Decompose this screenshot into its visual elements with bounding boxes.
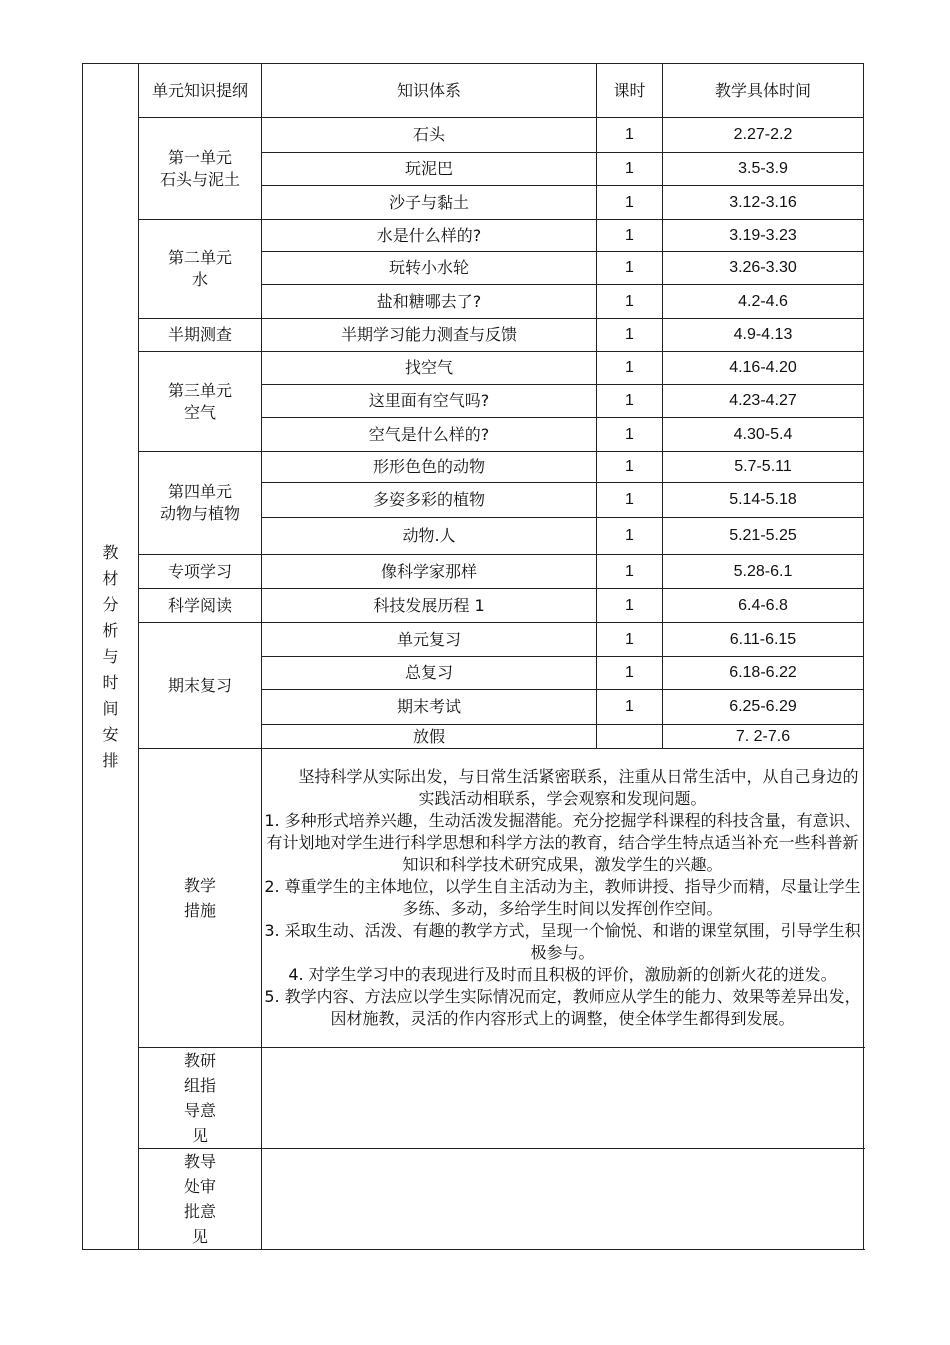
section-label-materials-schedule bbox=[83, 64, 139, 1250]
lesson-time: 3.26-3.30 bbox=[663, 252, 864, 285]
lesson-time: 4.9-4.13 bbox=[663, 319, 864, 352]
lesson-hours: 1 bbox=[597, 352, 663, 385]
lesson-time: 3.19-3.23 bbox=[663, 220, 864, 252]
lesson-hours bbox=[597, 725, 663, 749]
header-time: 教学具体时间 bbox=[663, 64, 864, 118]
table-body bbox=[83, 64, 864, 1250]
office-opinion-label bbox=[139, 1149, 262, 1250]
table-row bbox=[83, 220, 864, 252]
lesson-hours: 1 bbox=[597, 252, 663, 285]
research-opinion-field[interactable] bbox=[262, 1048, 864, 1149]
unit-name: 第三单元 空气 bbox=[139, 352, 262, 452]
lesson-topic: 沙子与黏土 bbox=[262, 186, 597, 220]
header-outline: 单元知识提纲 bbox=[139, 64, 262, 118]
lesson-time: 6.4-6.8 bbox=[663, 589, 864, 623]
research-opinion-label bbox=[139, 1048, 262, 1149]
lesson-hours: 1 bbox=[597, 555, 663, 589]
header-row bbox=[83, 64, 864, 118]
section-label-char: 时 bbox=[102, 672, 119, 692]
lesson-hours: 1 bbox=[597, 518, 663, 555]
section-label-char: 与 bbox=[102, 646, 119, 666]
measures-text-line: 实践活动相联系，学会观察和发现问题。 bbox=[418, 789, 707, 808]
measures-text-line: 1. 多种形式培养兴趣，生动活泼发掘潜能。充分挖掘学科课程的科技含量，有意识、 bbox=[264, 811, 861, 830]
section-label-char: 析 bbox=[102, 620, 119, 640]
section-label-char: 分 bbox=[102, 594, 119, 614]
unit-name: 半期测查 bbox=[139, 319, 262, 352]
lesson-time: 6.25-6.29 bbox=[663, 690, 864, 725]
table-row bbox=[83, 452, 864, 483]
lesson-hours: 1 bbox=[597, 623, 663, 657]
research-opinion-label-line: 组指 bbox=[183, 1076, 216, 1095]
lesson-time: 5.28-6.1 bbox=[663, 555, 864, 589]
table-row bbox=[83, 319, 864, 352]
unit-name: 第一单元 石头与泥土 bbox=[139, 118, 262, 220]
lesson-topic: 玩泥巴 bbox=[262, 153, 597, 186]
table-row bbox=[83, 118, 864, 153]
header-system: 知识体系 bbox=[262, 64, 597, 118]
lesson-hours: 1 bbox=[597, 385, 663, 418]
measures-text-line: 3. 采取生动、活泼、有趣的教学方式，呈现一个愉悦、和谐的课堂氛围，引导学生积 bbox=[264, 921, 861, 940]
teaching-plan-table bbox=[82, 63, 864, 1250]
lesson-topic: 像科学家那样 bbox=[262, 555, 597, 589]
section-label-char: 教 bbox=[102, 542, 119, 562]
lesson-topic: 期末考试 bbox=[262, 690, 597, 725]
lesson-topic: 空气是什么样的? bbox=[262, 418, 597, 452]
lesson-hours: 1 bbox=[597, 657, 663, 690]
lesson-time: 7. 2-7.6 bbox=[663, 725, 864, 749]
measures-label bbox=[139, 749, 262, 1048]
table-row bbox=[83, 555, 864, 589]
lesson-time: 5.7-5.11 bbox=[663, 452, 864, 483]
lesson-hours: 1 bbox=[597, 118, 663, 153]
unit-name: 专项学习 bbox=[139, 555, 262, 589]
office-opinion-row bbox=[83, 1149, 864, 1250]
lesson-topic: 玩转小水轮 bbox=[262, 252, 597, 285]
lesson-topic: 多姿多彩的植物 bbox=[262, 483, 597, 518]
lesson-time: 4.16-4.20 bbox=[663, 352, 864, 385]
table-row bbox=[83, 352, 864, 385]
table-row bbox=[83, 623, 864, 657]
measures-text-line: 知识和科学技术研究成果，激发学生的兴趣。 bbox=[402, 855, 723, 874]
lesson-time: 6.11-6.15 bbox=[663, 623, 864, 657]
measures-text-line: 因材施教，灵活的作内容形式上的调整，使全体学生都得到发展。 bbox=[330, 1009, 795, 1028]
lesson-hours: 1 bbox=[597, 319, 663, 352]
lesson-time: 6.18-6.22 bbox=[663, 657, 864, 690]
research-opinion-row bbox=[83, 1048, 864, 1149]
lesson-topic: 科技发展历程 1 bbox=[262, 589, 597, 623]
office-opinion-label-line: 教导 bbox=[183, 1152, 216, 1171]
lesson-time: 2.27-2.2 bbox=[663, 118, 864, 153]
lesson-hours: 1 bbox=[597, 690, 663, 725]
section-label-char: 安 bbox=[102, 724, 119, 744]
header-hours: 课时 bbox=[597, 64, 663, 118]
lesson-hours: 1 bbox=[597, 220, 663, 252]
lesson-hours: 1 bbox=[597, 186, 663, 220]
measures-label-line: 措施 bbox=[183, 901, 216, 920]
research-opinion-label-line: 导意 bbox=[183, 1101, 216, 1120]
unit-name: 期末复习 bbox=[139, 623, 262, 749]
lesson-hours: 1 bbox=[597, 483, 663, 518]
section-label-text bbox=[102, 540, 118, 774]
unit-name: 第二单元 水 bbox=[139, 220, 262, 319]
measures-label-line: 教学 bbox=[183, 876, 216, 895]
research-opinion-label-line: 教研 bbox=[183, 1051, 216, 1070]
lesson-time: 5.14-5.18 bbox=[663, 483, 864, 518]
table-row bbox=[83, 589, 864, 623]
measures-text-line: 坚持科学从实际出发，与日常生活紧密联系，注重从日常生活中，从自己身边的 bbox=[298, 767, 859, 786]
lesson-time: 5.21-5.25 bbox=[663, 518, 864, 555]
office-opinion-label-line: 见 bbox=[191, 1227, 208, 1246]
lesson-time: 4.2-4.6 bbox=[663, 285, 864, 319]
measures-content bbox=[262, 749, 864, 1048]
lesson-hours: 1 bbox=[597, 589, 663, 623]
section-label-char: 间 bbox=[102, 698, 119, 718]
measures-row bbox=[83, 749, 864, 1048]
section-label-char: 材 bbox=[102, 568, 119, 588]
measures-text-line: 4. 对学生学习中的表现进行及时而且积极的评价，激励新的创新火花的迸发。 bbox=[288, 965, 837, 984]
office-opinion-label-line: 处审 bbox=[183, 1177, 216, 1196]
measures-text-line: 2. 尊重学生的主体地位，以学生自主活动为主，教师讲授、指导少而精，尽量让学生 bbox=[264, 877, 861, 896]
lesson-topic: 找空气 bbox=[262, 352, 597, 385]
lesson-hours: 1 bbox=[597, 418, 663, 452]
unit-name: 科学阅读 bbox=[139, 589, 262, 623]
lesson-topic: 放假 bbox=[262, 725, 597, 749]
lesson-hours: 1 bbox=[597, 153, 663, 186]
measures-text-line: 5. 教学内容、方法应以学生实际情况而定，教师应从学生的能力、效果等差异出发， bbox=[264, 987, 861, 1006]
office-opinion-label-line: 批意 bbox=[183, 1202, 216, 1221]
lesson-time: 4.23-4.27 bbox=[663, 385, 864, 418]
lesson-topic: 石头 bbox=[262, 118, 597, 153]
lesson-topic: 水是什么样的? bbox=[262, 220, 597, 252]
measures-text-line: 极参与。 bbox=[530, 943, 595, 962]
lesson-hours: 1 bbox=[597, 452, 663, 483]
measures-text-line: 有计划地对学生进行科学思想和科学方法的教育，结合学生特点适当补充一些科普新 bbox=[266, 833, 859, 852]
measures-text-line: 多练、多动，多给学生时间以发挥创作空间。 bbox=[402, 899, 723, 918]
lesson-topic: 形形色色的动物 bbox=[262, 452, 597, 483]
lesson-topic: 单元复习 bbox=[262, 623, 597, 657]
office-opinion-field[interactable] bbox=[262, 1149, 864, 1250]
lesson-hours: 1 bbox=[597, 285, 663, 319]
lesson-topic: 动物.人 bbox=[262, 518, 597, 555]
section-label-char: 排 bbox=[102, 750, 119, 770]
lesson-topic: 盐和糖哪去了? bbox=[262, 285, 597, 319]
lesson-topic: 总复习 bbox=[262, 657, 597, 690]
unit-name: 第四单元 动物与植物 bbox=[139, 452, 262, 555]
research-opinion-label-line: 见 bbox=[191, 1126, 208, 1145]
lesson-topic: 这里面有空气吗? bbox=[262, 385, 597, 418]
lesson-time: 4.30-5.4 bbox=[663, 418, 864, 452]
lesson-time: 3.5-3.9 bbox=[663, 153, 864, 186]
lesson-topic: 半期学习能力测查与反馈 bbox=[262, 319, 597, 352]
lesson-time: 3.12-3.16 bbox=[663, 186, 864, 220]
